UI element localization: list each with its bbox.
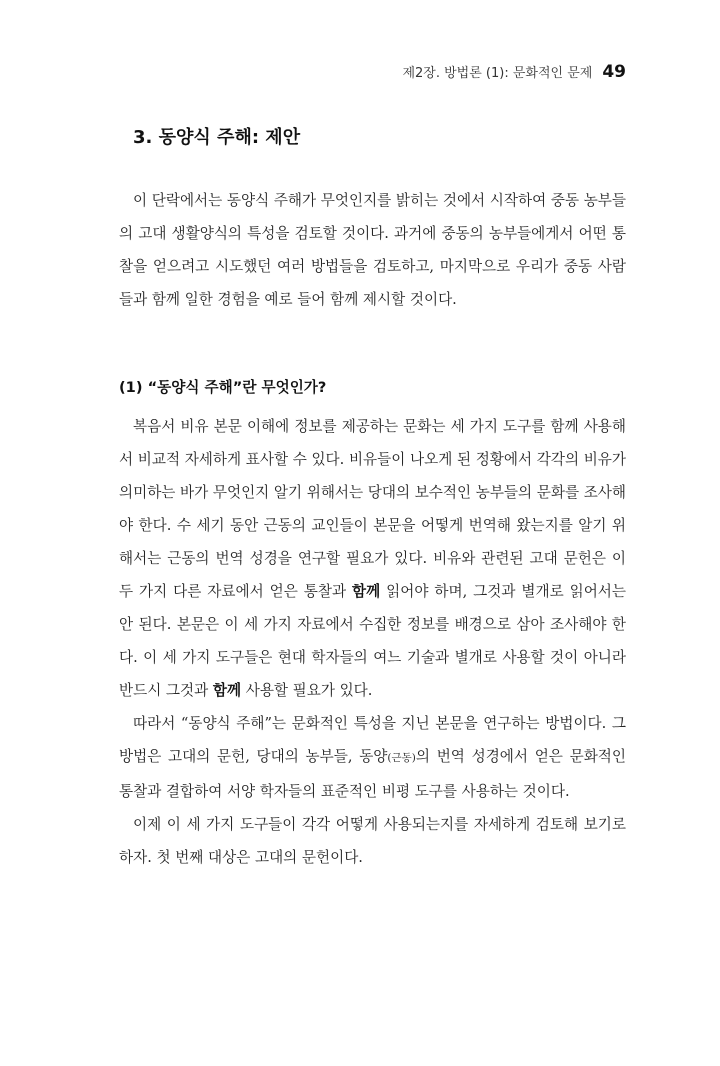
paragraph-1: [119, 410, 626, 707]
emphasis-together-2: 함께: [212, 682, 242, 699]
paragraph-1-part-1: 복음서 비유 본문 이해에 정보를 제공하는 문화는 세 가지 도구를 함께 사용해서 비교적 자세하게 표사할 수 있다. 비유들이 나오게 된 정황에서 각각의 비유가 의미하는 바가 무엇인지 알기 위해서는 당대의 보수적인 농부들의 문화를 조사해야 한다. 수 세기 동안 근동의 교인들이 본문을 어떻게 번역해 왔는지를 알기 위해서는 근동의 번역 성경을 연구할 필요가 있다. 비유와 관련된 고대 문헌은 이 두 가지 다른 자료에서 얻은 통찰과: [119, 418, 626, 600]
paragraph-1-part-3: 사용할 필요가 있다.: [241, 682, 373, 699]
subsection-title: (1) “동양식 주해”란 무엇인가?: [119, 379, 327, 396]
intro-block: [119, 184, 626, 316]
near-east-annotation: (근동): [387, 752, 416, 764]
paragraph-3: 이제 이 세 가지 도구들이 각각 어떻게 사용되는지를 자세하게 검토해 보기로 하자. 첫 번째 대상은 고대의 문헌이다.: [119, 816, 626, 866]
paragraph-1-part-2: 읽어야 하며, 그것과 별개로 읽어서는 안 된다. 본문은 이 세 가지 자료에서 수집한 정보를 배경으로 삼아 조사해야 한다. 이 세 가지 도구들은 현대 학자들의 여느 기술과 별개로 사용할 것이 아니라 반드시 그것과: [119, 583, 626, 699]
page-number: 49: [602, 62, 626, 82]
running-header: [402, 62, 626, 82]
chapter-title: 제2장. 방법론 (1): 문화적인 문제: [402, 66, 593, 81]
subsection-body: [119, 410, 626, 874]
paragraph-2-part-2: 의 번역 성경에서 얻은 문화적인 통찰과 결합하여 서양 학자들의 표준적인 비평 도구를 사용하는 것이다.: [119, 748, 627, 800]
paragraph-2-part-1: 따라서 “동양식 주해”는 문화적인 특성을 지닌 본문을 연구하는 방법이다. 그 방법은 고대의 문헌, 당대의 농부들, 동양: [119, 715, 626, 765]
emphasis-together-1: 함께: [352, 583, 381, 600]
section-title: 3. 동양식 주해: 제안: [133, 127, 301, 148]
intro-paragraph: 이 단락에서는 동양식 주해가 무엇인지를 밝히는 것에서 시작하여 중동 농부들의 고대 생활양식의 특성을 검토할 것이다. 과거에 중동의 농부들에게서 어떤 통찰을 얻으려고 시도했던 여러 방법들을 검토하고, 마지막으로 우리가 중동 사람들과 함께 일한 경험을 예로 들어 함께 제시할 것이다.: [119, 192, 626, 308]
paragraph-2: [119, 707, 626, 808]
